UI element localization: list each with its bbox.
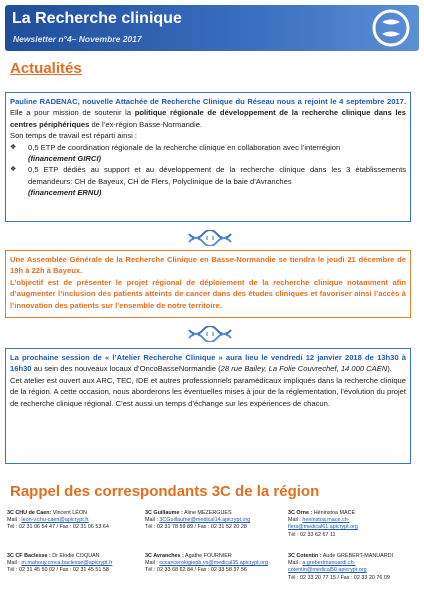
newsletter-banner [5, 5, 419, 51]
atelier-lead: La prochaine session de « l’Atelier Recherche Clinique » aura lieu le vendredi 12 janvier 2018 de 13h30 à 16h30 [10, 353, 406, 374]
contact-email-link[interactable]: a.grebertmanuardi.ch-cotentin@medical50.apicrypt.org [288, 560, 367, 574]
contact-email-link[interactable]: leon-v.chu-caen@apicrypt.fr [21, 517, 89, 524]
news-lead: Pauline RADENAC, nouvelle Attachée de Recherche Clinique du Réseau nous a rejoint le 4 septembre 2017. [10, 97, 406, 106]
assemblee-link[interactable]: Assemblée Générale de la Recherche Clinique en Basse-Normandie [26, 255, 276, 264]
dna-divider-icon [187, 230, 237, 246]
contact-card: 3C Orne : Héninstoa MACÉ Mail : heninstoa.mace.ch-flers@medical61.apicrypt.org Tél : 02 33 62 67 11 [288, 510, 358, 538]
contact-card: 3C Avranches : Agathe FOURNIER Mail : cccancerologiepb.vs@medical35.apicrypt.org Tél : 02 33 68 62 84 / Fax : 02 33 58 37 56 [145, 553, 268, 574]
news-box-atelier: La prochaine session de « l’Atelier Recherche Clinique » aura lieu le vendredi 12 janvier 2018 de 13h30 à 16h30 au sein des nouveaux locaux d’OncoBasseNormandie (28 rue Bailey, La Folie Couvrechef, 14 000 CAEN). Cet atelier est ouvert aux ARC, TEC, IDE et autres professionnels paramédicaux impliqués dans la recherche clinique de la région. A cette occasion, nous aborderons les éventuelles mises à jour de la réglementation, l’évolution du projet de recherche clinique régional. C’est aussi un temps d’échange sur les expériences de chacun. [5, 348, 411, 464]
work-split-intro: Son temps de travail est réparti ainsi : [10, 131, 138, 141]
diamond-bullet-icon: ❖ [10, 143, 17, 151]
contact-card: 3C Guillaume : Aline MEZERGUES Mail : 3CGuillaume@medical14.apicrypt.org Tél : 02 31 78 59 89 / Fax : 02 31 52 20 28 [145, 510, 251, 531]
newsletter-subtitle: Newsletter n°4– Novembre 2017 [13, 34, 142, 44]
list-item: ❖ 0,5 ETP de coordination régionale de la recherche clinique en collaboration avec l’interrégion (financement GIRCI) [10, 142, 341, 164]
section-title-actualites: Actualités [10, 60, 82, 77]
contact-email-link[interactable]: heninstoa.mace.ch-flers@medical61.apicrypt.org [288, 517, 358, 531]
dna-divider-icon [187, 326, 237, 342]
contact-email-link[interactable]: m.mahouy.cmca.baclesse@apicrypt.fr [21, 560, 113, 567]
news-box-assemblee: Une Assemblée Générale de la Recherche Clinique en Basse-Normandie se tiendra le jeudi 21 décembre de 19h à 22h à Bayeux. L’objectif est de présenter le projet régional de déploiement de la recherche clinique notamment afin d’augmenter l’inclusion des patients atteints de cancer dans des études cliniques et favoriser ainsi l’accès à l’innovation des patients sur l’ensemble de notre territoire. [5, 250, 411, 318]
contact-email-link[interactable]: 3CGuillaume@medical14.apicrypt.org [159, 517, 251, 524]
news-box-new-arc: Pauline RADENAC, nouvelle Attachée de Recherche Clinique du Réseau nous a rejoint le 4 septembre 2017. Elle a pour mission de soutenir la politique régionale de développement de la recherche clinique dans les centres périphériques de l’ex-région Basse-Normandie. Son temps de travail est réparti ainsi : ❖ 0,5 ETP de coordination régionale de la recherche clinique en collaboration avec l’interrégion (financement GIRCI) ❖ 0,5 ETP dédiés au support et au développement de la recherche clinique dans les 3 établissements demandeurs: CH de Bayeux, CH de Flers, Polyclinique de la baie d’Avranches (financement ERNU) [5, 92, 411, 222]
contact-email-link[interactable]: cccancerologiepb.vs@medical35.apicrypt.org [159, 560, 268, 567]
diamond-bullet-icon: ❖ [10, 166, 17, 174]
network-logo-icon [371, 8, 411, 48]
contact-card: 3C CF Baclesse : Dr Elodie COQUAN Mail : m.mahouy.cmca.baclesse@apicrypt.fr Tél : 02 31 45 50 02 / Fax : 02 31 45 51 58 [7, 553, 113, 574]
contact-card: 3C Cotentin : Aude GREBERT-MANUARDI Mail : a.grebertmanuardi.ch-cotentin@medical50.apicrypt.org Tél : 02 33 20 77 15 / Fax : 02 33 20 76 09 [288, 553, 394, 581]
section-title-rappel: Rappel des correspondants 3C de la région [10, 483, 320, 500]
newsletter-title: La Recherche clinique [12, 10, 182, 27]
contact-card: 3C CHU de Caen: Vincent LÉON Mail : leon-v.chu-caen@apicrypt.fr Tél : 02 31 06 54 47 / Fax : 02 31 06 53 64 [7, 510, 109, 531]
list-item: ❖ 0,5 ETP dédiés au support et au développement de la recherche clinique dans les 3 établissements demandeurs: CH de Bayeux, CH de Flers, Polyclinique de la baie d’Avranches (financement ERNU) [10, 165, 406, 198]
